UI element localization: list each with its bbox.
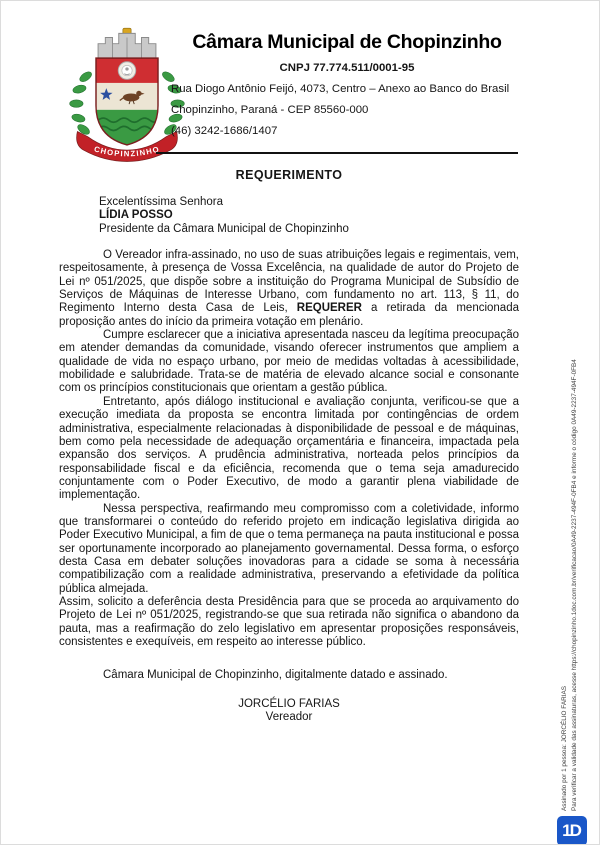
org-cnpj: CNPJ 77.774.511/0001-95 xyxy=(279,62,415,74)
onedoc-logo-text: 1D xyxy=(562,821,580,840)
crest-motto: CHOPINZINHO xyxy=(93,144,161,159)
signer-role: Vereador xyxy=(265,711,313,724)
document-title: REQUERIMENTO xyxy=(235,168,343,182)
paragraph-1-text: O Vereador infra-assinado, no uso de suas atribuições legais e regimentais, vem, respeitosamente, à presença de Vossa Excelência, na qualidade de autor do Projeto de Lei nº 051/2025, que dispõe sobre a instituição do Programa Municipal de Subsídio de Serviços de Máquinas de Interesse Urbano, com fundamento no art. 113, § 11, do Regimento Interno desta Casa de Leis, xyxy=(59,249,519,315)
closing-line: Câmara Municipal de Chopinzinho, digitalmente datado e assinado. xyxy=(103,669,448,682)
verification-line-1: Assinado por 1 pessoa: JORCÉLIO FARIAS xyxy=(561,685,568,811)
mural-crown-icon xyxy=(98,28,156,58)
org-name: Câmara Municipal de Chopinzinho xyxy=(192,31,502,53)
signature-verification-note xyxy=(560,186,584,811)
recipient-name: LÍDIA POSSO xyxy=(99,209,173,222)
org-address-1: Rua Diogo Antônio Feijó, 4073, Centro – Anexo ao Banco do Brasil xyxy=(171,83,510,95)
salutation-block xyxy=(99,196,519,236)
org-address-2: Chopinzinho, Paraná - CEP 85560-000 xyxy=(171,104,369,116)
header-divider xyxy=(156,152,518,154)
paragraph-2: Cumpre esclarecer que a iniciativa apresentada nasceu da legítima preocupação em atender demandas da comunidade, visando oferecer instrumentos que ampliem a qualidade de vida no espaço urbano, por meio de medidas voltadas à acessibilidade, mobilidade e salubridade. Trata-se de matéria de elevado alcance social e consonante com os princípios constitucionais que orientam a gestão pública. xyxy=(59,329,519,395)
requerer-emphasis: REQUERER xyxy=(296,302,362,315)
onedoc-logo xyxy=(557,816,587,845)
signature-block xyxy=(59,698,519,725)
document-body xyxy=(59,196,519,724)
letterhead xyxy=(171,31,523,142)
paragraph-4: Nessa perspectiva, reafirmando meu compromisso com a coletividade, informo que transformarei o conteúdo do referido projeto em indicação legislativa dirigida ao Poder Executivo Municipal, a fim de que o tema permaneça na pauta institucional e possa ser oportunamente incorporado ao planejamento governamental. Dessa forma, o esforço desta Casa em debater soluções inovadoras para a cidade se soma à necessária compatibilização com a realidade administrativa, preservando a efetividade da política pública almejada. xyxy=(59,502,519,595)
recipient-role: Presidente da Câmara Municipal de Chopinzinho xyxy=(99,222,349,235)
paragraph-5: Assim, solicito a deferência desta Presidência para que se proceda ao arquivamento do Projeto de Lei nº 051/2025, registrando-se que sua retirada não significa o abandono da pauta, mas a reafirmação do zelo legislativo em apresentar proposições responsáveis, consistentes e exequíveis, em respeito ao interesse público. xyxy=(59,595,519,648)
org-phone: (46) 3242-1686/1407 xyxy=(171,125,278,137)
verification-line-2: Para verificar a validade das assinaturas, acesse https://chopinzinho.1doc.com.br/verificacao/0A49-2237-494F-0FB4 e informe o código 0A49-2237-494F-0FB4 xyxy=(570,359,578,811)
paragraph-1 xyxy=(59,249,519,329)
paragraph-3: Entretanto, após diálogo institucional e avaliação conjunta, verificou-se que a execução imediata da proposta se encontra limitada por contingências de ordem administrativa, especialmente relacionadas à disponibilidade de pessoal e de máquinas, bem como pela necessidade de adequação orçamentária e financeira, impactada pela expansão dos serviços. A prudência administrativa, norteada pelos princípios da responsabilidade fiscal e da eficiência, recomenda que o tema seja amadurecido conjuntamente com o Poder Executivo, de modo a garantir plena viabilidade de implementação. xyxy=(59,395,519,502)
salutation-honorific: Excelentíssima Senhora xyxy=(99,196,224,208)
signer-name: JORCÉLIO FARIAS xyxy=(238,697,340,710)
emblem-medallion-icon xyxy=(118,62,136,80)
paragraph-1-tail: a retirada da mencionada proposição antes do início da primeira votação em plenário. xyxy=(59,302,519,328)
